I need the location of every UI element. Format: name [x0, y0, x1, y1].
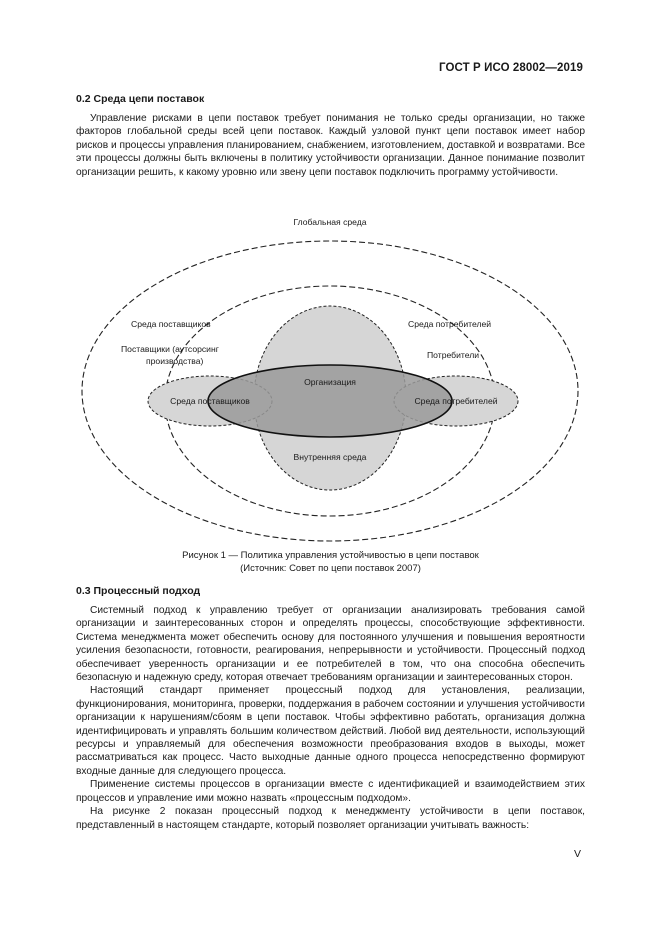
label-suppliers-outsourcing: Поставщики (аутсорсинг — [121, 344, 219, 354]
figure-caption — [76, 550, 585, 575]
paragraph: Применение системы процессов в организации вместе с идентификацией и взаимодействием этих процессов и управление ими можно назвать «процессным подходом». — [76, 779, 585, 804]
page-number: V — [573, 848, 581, 860]
figure-1-diagram — [76, 208, 585, 543]
caption-line-1: Рисунок 1 — Политика управления устойчивостью в цепи поставок — [182, 550, 479, 561]
section-title: 0.3 Процессный подход — [76, 585, 201, 597]
label-consumers: Потребители — [427, 350, 480, 360]
paragraph: На рисунке 2 показан процессный подход к менеджменту устойчивости в цепи поставок, представленный в настоящем стандарте, который позволяет организации учитывать важность: — [76, 806, 585, 831]
label-organization: Организация — [304, 377, 356, 387]
paragraph: Настоящий стандарт применяет процессный подход для установления, реализации, функционирования, мониторинга, проверки, поддержания в рабочем состоянии и улучшения устойчивости организации к нарушениям/сбоям в цепи поставок. Чтобы эффективно работать, организация должна идентифицировать и управлять большим количеством действий. Любой вид деятельности, использующий ресурсы и управляемый для обеспечения возможности преобразования входов в выходы, может рассматриваться как процесс. Часто выходные данные одного процесса непосредственно формируют входные данные для следующего процесса. — [76, 685, 585, 777]
label-consumer-environment: Среда потребителей — [408, 319, 492, 329]
label-suppliers-outsourcing-2: производства) — [146, 356, 204, 366]
section-0-3-body — [76, 604, 585, 832]
section-title: 0.2 Среда цепи поставок — [76, 93, 205, 105]
standard-code-header: ГОСТ Р ИСО 28002—2019 — [438, 62, 583, 74]
section-0-3-title — [76, 585, 585, 597]
paragraph: Системный подход к управлению требует от организации анализировать требования самой организации и заинтересованных сторон и определять процессы, способствующие эффективности. Система менеджмента может обеспечить основу для постоянного улучшения и повышения вероятности усиления безопасности, готовности, реагирования, непрерывности и устойчивости. Процессный подход обеспечивает уверенность организации и ее потребителей в том, что она способна обеспечить безопасную и надежную среду, которая отвечает требованиям организации и заинтересованных сторон. — [76, 605, 585, 684]
nested-environments-diagram — [76, 208, 585, 543]
caption-line-2: (Источник: Совет по цепи поставок 2007) — [240, 562, 421, 574]
section-0-2-body — [76, 112, 585, 179]
label-supplier-environment: Среда поставщиков — [131, 319, 211, 329]
label-consumer-environment-inner: Среда потребителей — [414, 396, 498, 406]
label-supplier-environment-inner: Среда поставщиков — [170, 396, 250, 406]
section-0-2-title — [76, 93, 585, 105]
paragraph: Управление рисками в цепи поставок требует понимания не только среды организации, но также факторов глобальной среды всей цепи поставок. Каждый узловой пункт цепи поставок имеет набор рисков и процессы управления планированием, снабжением, изготовлением, доставкой и возвратами. Все эти процессы должны быть включены в политику устойчивости организации. Даннoe понимание позволит организации решить, к какому уровню или звену цепи поставок подключить программу устойчивости. — [76, 113, 585, 178]
label-global-environment: Глобальная среда — [293, 217, 367, 227]
label-internal-environment: Внутренняя среда — [293, 452, 367, 462]
